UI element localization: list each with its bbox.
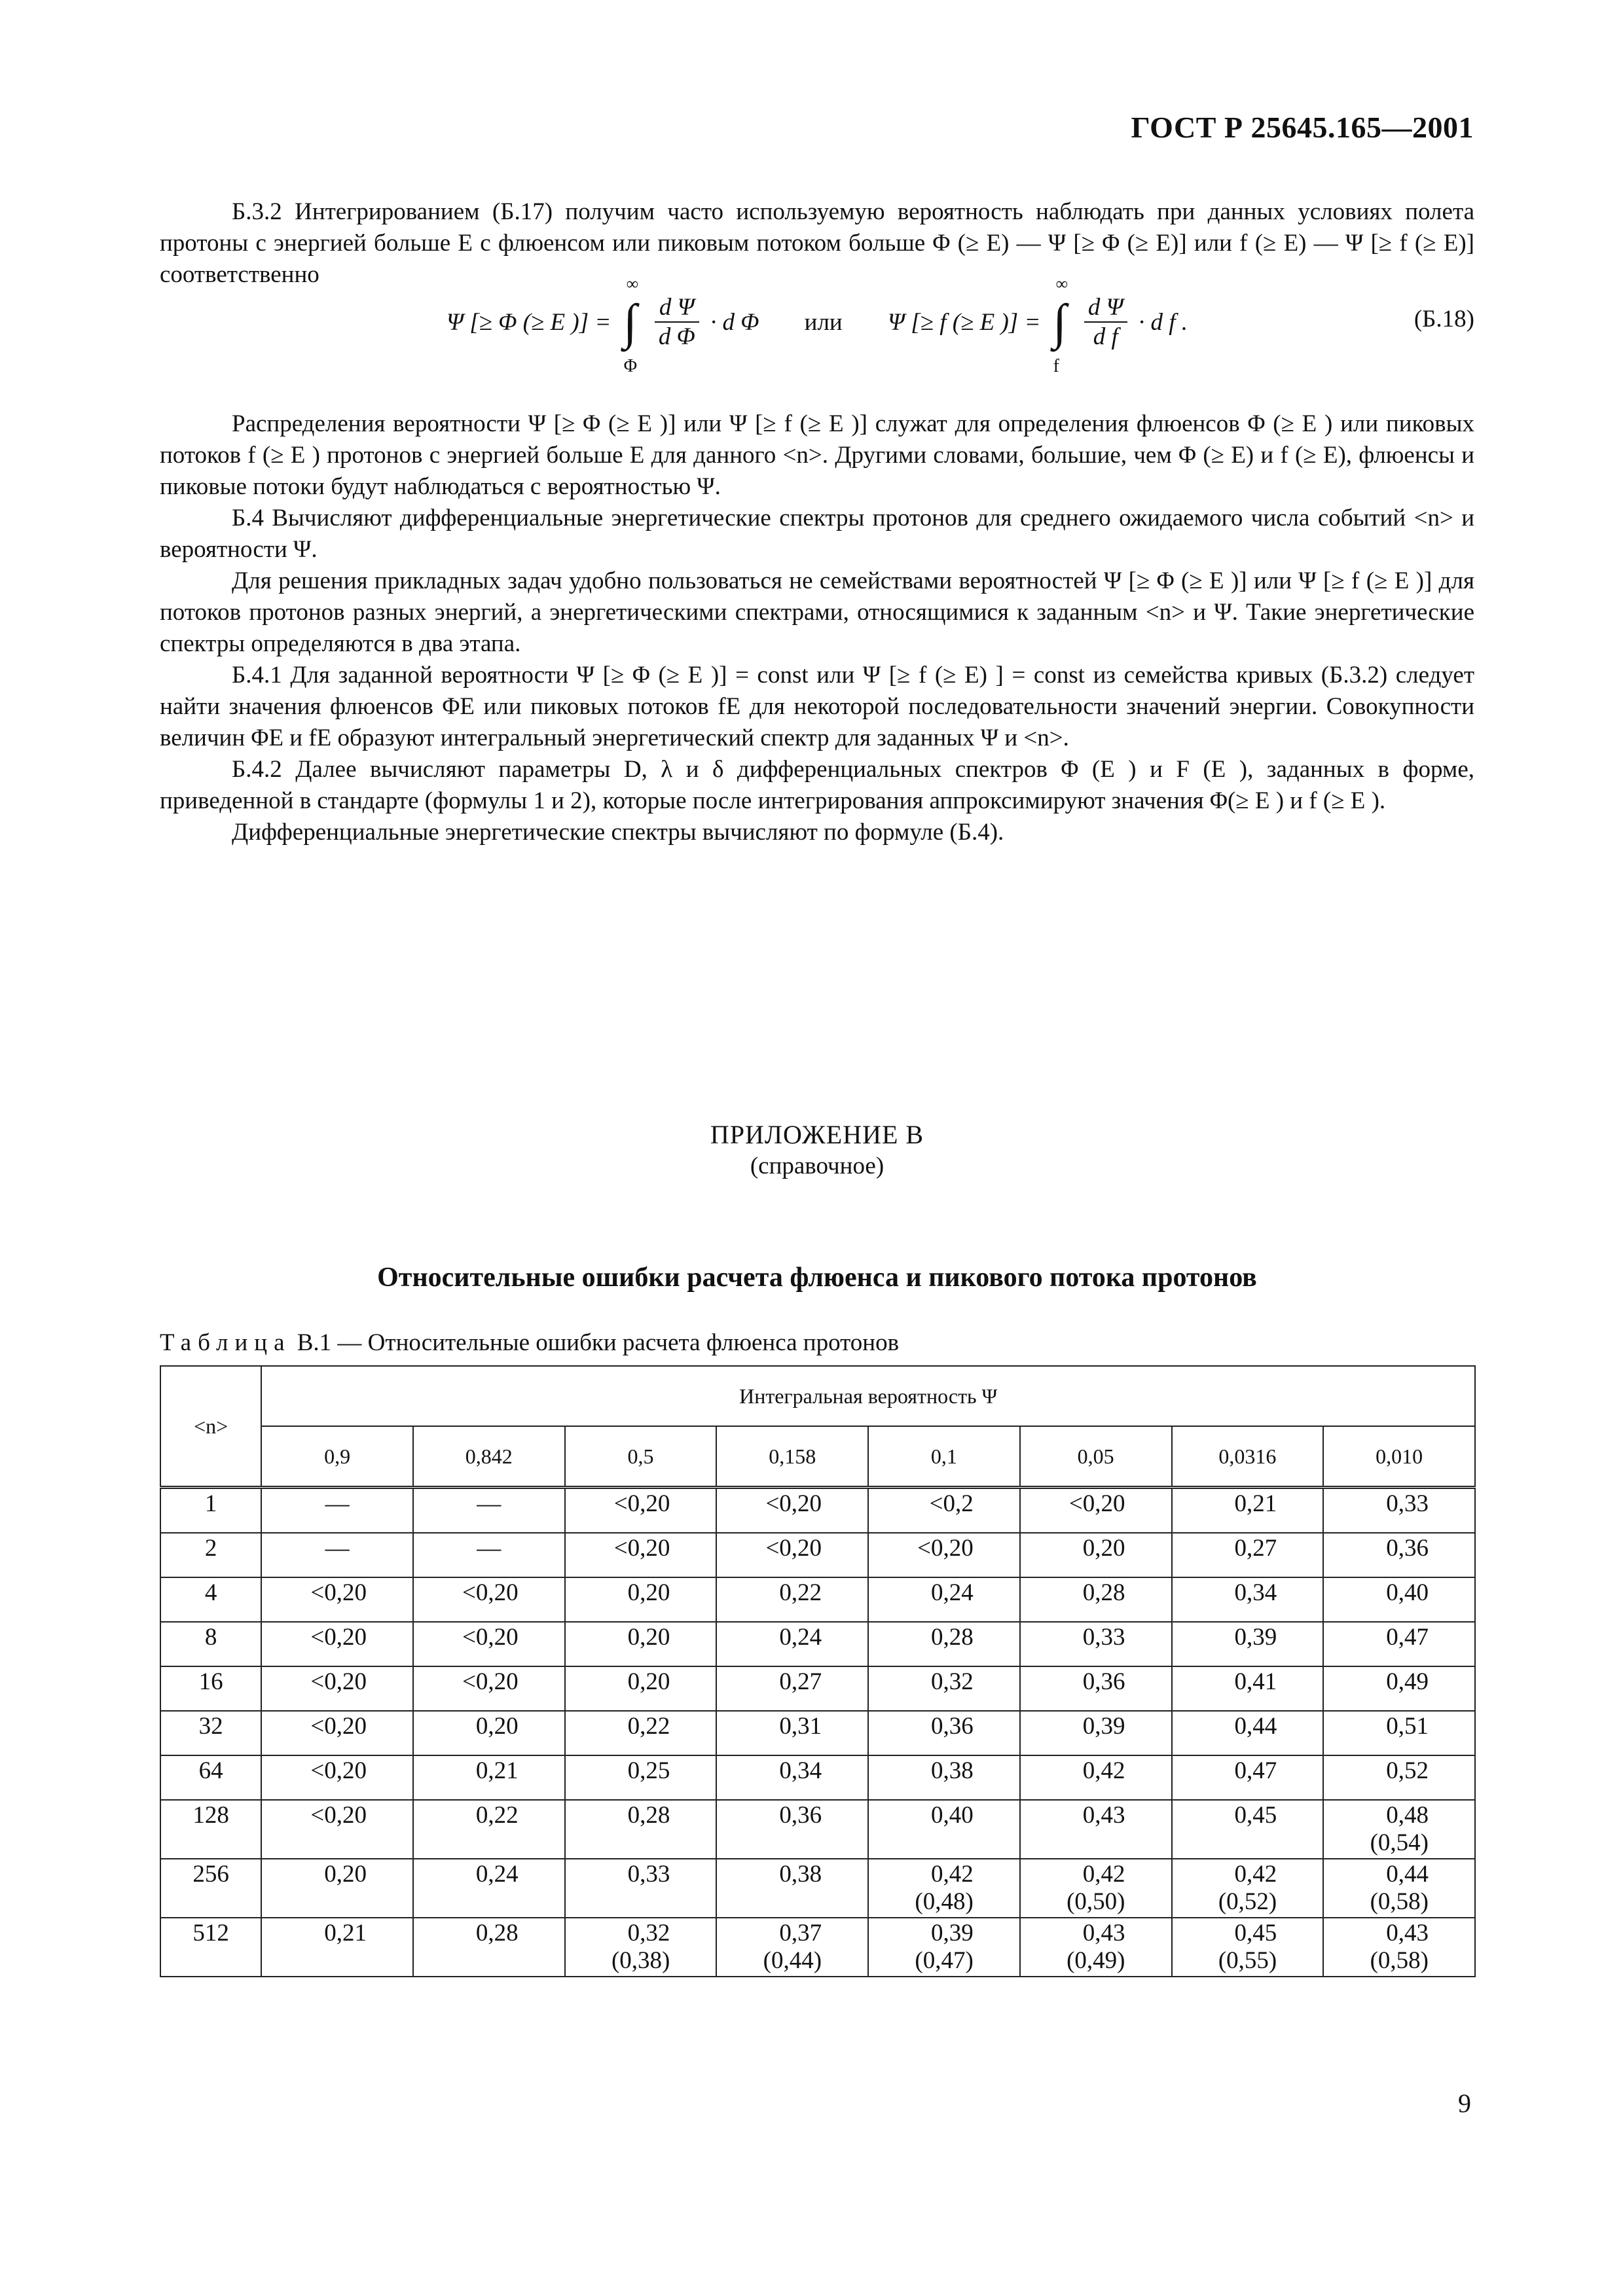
cell-value: 0,47 [1234, 1757, 1277, 1784]
cell-value-peak: (0,44) [763, 1947, 822, 1974]
formula-body [160, 274, 1474, 376]
cell-value: 0,52 [1386, 1757, 1429, 1784]
cell-value-peak: (0,52) [1218, 1888, 1277, 1915]
table-cell [1172, 1577, 1324, 1622]
cell-value: <0,20 [765, 1535, 822, 1562]
table-cell [261, 1577, 413, 1622]
section-title: Относительные ошибки расчета флюенса и пикового потока протонов [377, 1263, 1257, 1293]
table-caption-word: Таблица [160, 1329, 291, 1356]
cell-value: <0,20 [310, 1713, 367, 1740]
cell-value: 0,51 [1386, 1713, 1429, 1740]
cell-value: <0,20 [1068, 1490, 1125, 1517]
table-cell [413, 1666, 565, 1711]
cell-value: 0,42 [1234, 1861, 1277, 1888]
cell-value: 0,33 [1386, 1490, 1429, 1517]
cell-value: 0,28 [931, 1624, 974, 1651]
table-cell [716, 1533, 868, 1577]
cell-value: 0,45 [1234, 1920, 1277, 1946]
table-cell [1172, 1533, 1324, 1577]
table-cell [413, 1859, 565, 1918]
table-row [160, 1666, 1475, 1711]
cell-value-peak: (0,47) [915, 1947, 974, 1974]
table-cell [565, 1577, 717, 1622]
table-cell [1172, 1488, 1324, 1534]
cell-value: 0,39 [1082, 1713, 1125, 1740]
cell-value: <0,20 [310, 1757, 367, 1784]
column-header: 0,010 [1323, 1426, 1475, 1488]
cell-value: 0,42 [931, 1861, 974, 1888]
formula-right-lhs: Ψ [≥ f (≥ E )] = [888, 308, 1041, 336]
table-cell [565, 1488, 717, 1534]
integral-upper-right: ∞ [1055, 274, 1068, 293]
table-row [160, 1533, 1475, 1577]
table-cell [565, 1918, 717, 1977]
formula-number: (Б.18) [1413, 306, 1474, 332]
cell-value: 0,20 [324, 1861, 367, 1888]
cell-value: 0,22 [475, 1802, 519, 1829]
table-row [160, 1755, 1475, 1800]
cell-value: 0,20 [1082, 1535, 1125, 1562]
cell-value: <0,20 [613, 1490, 670, 1517]
table-cell [413, 1488, 565, 1534]
cell-value: <0,20 [462, 1579, 519, 1606]
cell-value: 0,45 [1234, 1802, 1277, 1829]
cell-value: 0,27 [779, 1668, 822, 1695]
paragraph-b4: Б.4 Вычисляют дифференциальные энергетические спектры протонов для среднего ожидаемого числа событий <n> и вероятности Ψ. [160, 505, 1474, 563]
cell-value: 0,20 [627, 1579, 670, 1606]
table-cell [868, 1533, 1020, 1577]
table-cell [1323, 1755, 1475, 1800]
table-cell [1323, 1666, 1475, 1711]
cell-value: 0,40 [931, 1802, 974, 1829]
table-cell [261, 1755, 413, 1800]
cell-value: 0,22 [627, 1713, 670, 1740]
table-cell [413, 1622, 565, 1666]
table-cell [261, 1711, 413, 1755]
cell-value: 0,28 [627, 1802, 670, 1829]
table-cell [261, 1918, 413, 1977]
main-text [160, 408, 1474, 848]
cell-value: 0,37 [779, 1920, 822, 1946]
cell-n: 128 [160, 1800, 261, 1859]
cell-value: 0,24 [779, 1624, 822, 1651]
cell-value: 0,25 [627, 1757, 670, 1784]
cell-value-peak: (0,38) [611, 1947, 670, 1974]
paragraph-differential: Дифференциальные энергетические спектры вычисляют по формуле (Б.4). [232, 819, 1004, 846]
paragraph-distribution: Распределения вероятности Ψ [≥ Φ (≥ E )] или Ψ [≥ f (≥ E )] служат для определения флюенсов Φ (≥ E ) или пиковых потоков f (≥ E ) протонов с энергией больше E для данного <n>. Другими словами, большие, чем Φ (≥ E) и f (≥ E), флюенсы и пиковые потоки будут наблюдаться с вероятностью Ψ. [160, 410, 1474, 500]
cell-value: <0,20 [310, 1668, 367, 1695]
cell-value: 0,39 [931, 1920, 974, 1946]
formula-b18 [160, 274, 1474, 391]
cell-value: 0,41 [1234, 1668, 1277, 1695]
table-cell [261, 1533, 413, 1577]
table-row [160, 1488, 1475, 1534]
cell-n: 256 [160, 1859, 261, 1918]
table-cell [1323, 1488, 1475, 1534]
table-cell [868, 1622, 1020, 1666]
cell-value-peak: (0,50) [1067, 1888, 1125, 1915]
appendix-subtitle: (справочное) [750, 1153, 884, 1179]
formula-left-tail: · d Φ [710, 308, 759, 336]
cell-n: 64 [160, 1755, 261, 1800]
table-cell [565, 1755, 717, 1800]
page-number: 9 [1458, 2089, 1471, 2118]
table-cell [565, 1666, 717, 1711]
table-cell [1323, 1711, 1475, 1755]
formula-right-tail: · d f . [1138, 308, 1188, 336]
table-cell [868, 1755, 1020, 1800]
table-cell [1020, 1918, 1172, 1977]
table-caption-text: В.1 — Относительные ошибки расчета флюенса протонов [297, 1329, 900, 1356]
cell-value-peak: (0,48) [915, 1888, 974, 1915]
cell-value: — [325, 1490, 350, 1517]
fraction-left-num: d Ψ [655, 293, 699, 323]
cell-value: 0,48 [1386, 1802, 1429, 1829]
cell-value: 0,44 [1386, 1861, 1429, 1888]
table-row [160, 1800, 1475, 1859]
table-cell [716, 1488, 868, 1534]
table-cell [716, 1800, 868, 1859]
integral-lower-right: f [1053, 355, 1059, 376]
table-cell [868, 1918, 1020, 1977]
table-row [160, 1918, 1475, 1977]
table-cell [868, 1711, 1020, 1755]
cell-value: 0,36 [779, 1802, 822, 1829]
table-cell [565, 1622, 717, 1666]
cell-value: 0,42 [1082, 1757, 1125, 1784]
column-header: 0,0316 [1172, 1426, 1324, 1488]
table-cell [1020, 1622, 1172, 1666]
table-cell [1172, 1622, 1324, 1666]
table-cell [1172, 1859, 1324, 1918]
cell-value-peak: (0,58) [1370, 1888, 1429, 1915]
fraction-right [1084, 293, 1127, 351]
table-cell [1172, 1666, 1324, 1711]
cell-value: 0,36 [931, 1713, 974, 1740]
fraction-left [655, 293, 699, 351]
table-cell [1020, 1488, 1172, 1534]
table-cell [261, 1488, 413, 1534]
cell-value: 0,33 [1082, 1624, 1125, 1651]
cell-value: 0,38 [779, 1861, 822, 1888]
cell-value-peak: (0,58) [1370, 1947, 1429, 1974]
paragraph-applied: Для решения прикладных задач удобно пользоваться не семействами вероятностей Ψ [≥ Φ (≥ E )] или Ψ [≥ f (≥ E )] для потоков протонов разных энергий, а энергетическими спектрами, относящимися к заданным <n> и Ψ. Такие энергетические спектры определяются в два этапа. [160, 567, 1474, 657]
table-cell [565, 1711, 717, 1755]
cell-value: 0,24 [931, 1579, 974, 1606]
cell-value: 0,34 [1234, 1579, 1277, 1606]
table-row [160, 1711, 1475, 1755]
cell-value: 0,34 [779, 1757, 822, 1784]
table-cell [716, 1622, 868, 1666]
appendix-title: ПРИЛОЖЕНИЕ В [710, 1120, 924, 1149]
table-cell [1020, 1800, 1172, 1859]
cell-value: <0,20 [310, 1802, 367, 1829]
error-table [160, 1365, 1476, 1977]
column-header: 0,842 [413, 1426, 565, 1488]
group-header-probability: Интегральная вероятность Ψ [261, 1366, 1475, 1426]
cell-value: — [477, 1535, 501, 1562]
table-cell [413, 1755, 565, 1800]
table-cell [716, 1711, 868, 1755]
integral-lower-left: Φ [623, 355, 638, 376]
cell-value: 0,32 [627, 1920, 670, 1946]
cell-value: <0,20 [917, 1535, 974, 1562]
cell-value: 0,32 [931, 1668, 974, 1695]
cell-value: 0,20 [475, 1713, 519, 1740]
table-cell [868, 1577, 1020, 1622]
table-cell [1020, 1666, 1172, 1711]
cell-value: 0,21 [1234, 1490, 1277, 1517]
table-cell [413, 1918, 565, 1977]
fraction-right-den: d f [1093, 323, 1118, 350]
table-cell [868, 1488, 1020, 1534]
cell-value: <0,2 [929, 1490, 974, 1517]
cell-value: 0,20 [627, 1624, 670, 1651]
cell-value: 0,21 [475, 1757, 519, 1784]
cell-value: 0,36 [1386, 1535, 1429, 1562]
table-cell [261, 1859, 413, 1918]
cell-value: — [477, 1490, 501, 1517]
cell-value: 0,21 [324, 1920, 367, 1946]
table-cell [716, 1577, 868, 1622]
column-header: 0,158 [716, 1426, 868, 1488]
cell-value: 0,39 [1234, 1624, 1277, 1651]
table-cell [1172, 1711, 1324, 1755]
table-cell [565, 1859, 717, 1918]
table-row [160, 1622, 1475, 1666]
cell-value: 0,43 [1082, 1802, 1125, 1829]
table-cell [1323, 1622, 1475, 1666]
table-cell [716, 1918, 868, 1977]
table-cell [716, 1666, 868, 1711]
table-cell [1323, 1800, 1475, 1859]
table-cell [1020, 1711, 1172, 1755]
column-header: 0,1 [868, 1426, 1020, 1488]
table-cell [1172, 1800, 1324, 1859]
cell-value: 0,43 [1386, 1920, 1429, 1946]
column-header: 0,9 [261, 1426, 413, 1488]
table-cell [413, 1800, 565, 1859]
integral-sign-right: ∫ ∞ f [1053, 274, 1068, 376]
table-cell [1020, 1859, 1172, 1918]
column-header: 0,5 [565, 1426, 717, 1488]
table-cell [261, 1622, 413, 1666]
table-caption [160, 1329, 899, 1357]
cell-value: 0,49 [1386, 1668, 1429, 1695]
table-cell [1020, 1533, 1172, 1577]
cell-value: 0,22 [779, 1579, 822, 1606]
paragraph-b4-2: Б.4.2 Далее вычисляют параметры D, λ и δ дифференциальных спектров Φ (E ) и F (E ), заданных в форме, приведенной в стандарте (формулы 1 и 2), которые после интегрирования аппроксимируют значения Φ(≥ E ) и f (≥ E ). [160, 756, 1474, 814]
table-cell [716, 1859, 868, 1918]
cell-value: <0,20 [462, 1668, 519, 1695]
cell-n: 1 [160, 1488, 261, 1534]
cell-n: 512 [160, 1918, 261, 1977]
table-cell [716, 1755, 868, 1800]
cell-value-peak: (0,49) [1067, 1947, 1125, 1974]
row-header-n: <n> [160, 1366, 261, 1488]
formula-connector: или [804, 308, 843, 336]
table-cell [565, 1533, 717, 1577]
cell-value: 0,33 [627, 1861, 670, 1888]
cell-value: <0,20 [765, 1490, 822, 1517]
table-cell [1323, 1533, 1475, 1577]
intro-text [160, 196, 1474, 291]
cell-n: 32 [160, 1711, 261, 1755]
cell-n: 8 [160, 1622, 261, 1666]
table-cell [261, 1800, 413, 1859]
cell-value: 0,44 [1234, 1713, 1277, 1740]
fraction-left-den: d Φ [658, 323, 695, 350]
cell-value: <0,20 [310, 1624, 367, 1651]
table-cell [413, 1533, 565, 1577]
cell-n: 4 [160, 1577, 261, 1622]
cell-value: 0,31 [779, 1713, 822, 1740]
paragraph-b3-2: Б.3.2 Интегрированием (Б.17) получим часто используемую вероятность наблюдать при данных условиях полета протоны с энергией больше E с флюенсом или пиковым потоком больше Φ (≥ E) — Ψ [≥ Φ (≥ E)] или f (≥ E) — Ψ [≥ f (≥ E)] соответственно [160, 198, 1474, 288]
paragraph-b4-1: Б.4.1 Для заданной вероятности Ψ [≥ Φ (≥ E )] = const или Ψ [≥ f (≥ E) ] = const из семейства кривых (Б.3.2) следует найти значения флюенсов ΦE или пиковых потоков fE для некоторой последовательности значений энергии. Совокупности величин ΦE и fE образуют интегральный энергетический спектр для заданных Ψ и <n>. [160, 662, 1474, 751]
cell-value: 0,40 [1386, 1579, 1429, 1606]
cell-value: 0,24 [475, 1861, 519, 1888]
cell-value: 0,43 [1082, 1920, 1125, 1946]
table-cell [868, 1859, 1020, 1918]
table-cell [413, 1711, 565, 1755]
document-header: ГОСТ Р 25645.165—2001 [1131, 111, 1474, 144]
integral-upper-left: ∞ [626, 274, 639, 293]
table-cell [1172, 1755, 1324, 1800]
table-cell [565, 1800, 717, 1859]
table-cell [1323, 1918, 1475, 1977]
table-cell [1323, 1577, 1475, 1622]
cell-n: 2 [160, 1533, 261, 1577]
integral-sign-left: ∫ ∞ Φ [623, 274, 639, 376]
cell-value: 0,28 [1082, 1579, 1125, 1606]
cell-value: 0,47 [1386, 1624, 1429, 1651]
cell-value: <0,20 [310, 1579, 367, 1606]
table-cell [413, 1577, 565, 1622]
cell-value-peak: (0,54) [1370, 1829, 1429, 1856]
table-row [160, 1859, 1475, 1918]
formula-left-lhs: Ψ [≥ Φ (≥ E )] = [447, 308, 611, 336]
fraction-right-num: d Ψ [1084, 293, 1127, 323]
cell-value-peak: (0,55) [1218, 1947, 1277, 1974]
cell-value: 0,20 [627, 1668, 670, 1695]
cell-value: <0,20 [613, 1535, 670, 1562]
table-cell [1172, 1918, 1324, 1977]
table-cell [261, 1666, 413, 1711]
table-cell [1020, 1755, 1172, 1800]
cell-value: — [325, 1535, 350, 1562]
table-cell [868, 1666, 1020, 1711]
table-cell [868, 1800, 1020, 1859]
table-cell [1323, 1859, 1475, 1918]
table-cell [1020, 1577, 1172, 1622]
cell-value: 0,27 [1234, 1535, 1277, 1562]
cell-value: 0,38 [931, 1757, 974, 1784]
cell-value: 0,36 [1082, 1668, 1125, 1695]
column-header: 0,05 [1020, 1426, 1172, 1488]
cell-value: 0,28 [475, 1920, 519, 1946]
cell-value: <0,20 [462, 1624, 519, 1651]
cell-n: 16 [160, 1666, 261, 1711]
cell-value: 0,42 [1082, 1861, 1125, 1888]
table-row [160, 1577, 1475, 1622]
